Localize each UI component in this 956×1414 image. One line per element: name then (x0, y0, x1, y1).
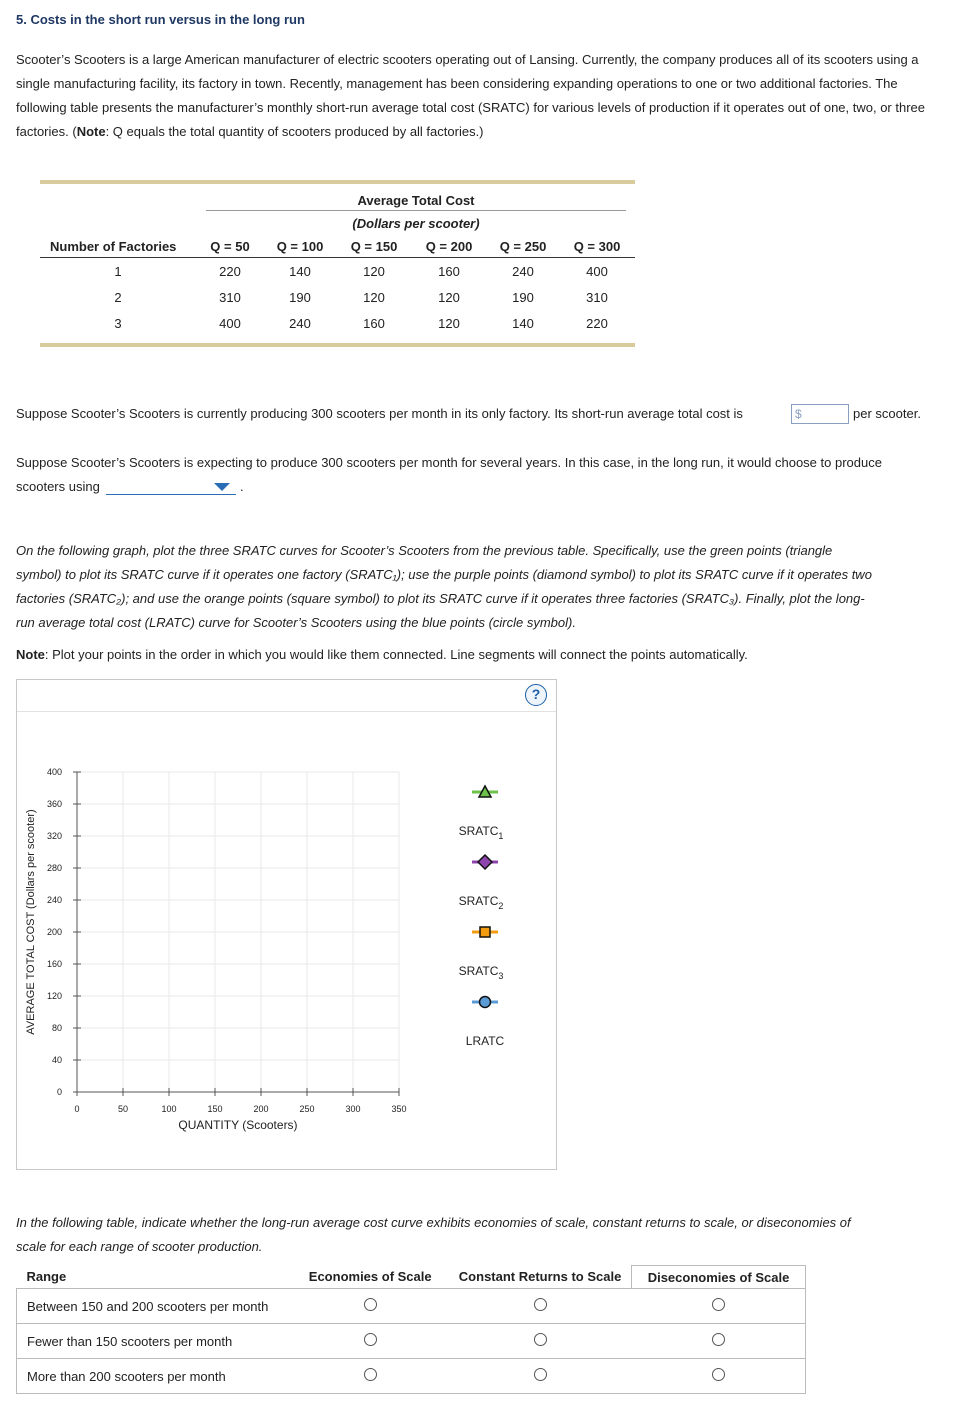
legend-label: $SRATC_3$ (458, 964, 504, 981)
legend-label: LRATC (465, 1034, 505, 1048)
scale-table (16, 1265, 806, 1394)
table-cell: 220 (586, 316, 608, 331)
radio-diseconomies[interactable] (712, 1333, 725, 1346)
x-tick-label: 0 (74, 1104, 80, 1114)
diamond-marker (478, 855, 492, 869)
currency-symbol: $ (795, 407, 802, 421)
table-cell: 400 (219, 316, 241, 331)
square-marker (480, 927, 490, 937)
legend-label: $SRATC_2$ (458, 894, 504, 911)
y-tick-label: 120 (46, 991, 62, 1001)
table-group-title: Average Total Cost (357, 193, 475, 208)
x-tick-label: 300 (345, 1104, 361, 1114)
table-group-subtitle: (Dollars per scooter) (352, 216, 480, 231)
diseconomies-header: Diseconomies of Scale (632, 1266, 806, 1289)
note2-label: Note (16, 647, 45, 662)
y-tick-label: 200 (46, 927, 62, 937)
x-tick-label: 350 (391, 1104, 407, 1114)
table-cell: 160 (438, 264, 460, 279)
radio-constant[interactable] (534, 1333, 547, 1346)
radio-diseconomies[interactable] (712, 1298, 725, 1311)
table-cell: 120 (438, 290, 460, 305)
legend-item-diamond (459, 855, 504, 911)
graph-instructions-line: symbol) to plot its SRATC curve if it operates one factory (SRATC₁); use the purple points (diamond symbol) to plot its SRATC curve if it operates two (16, 567, 872, 582)
table-row (17, 1359, 806, 1394)
intro-text-2: : Q equals the total quantity of scooters produced by all factories.) (105, 124, 484, 139)
y-tick-label: 0 (56, 1087, 62, 1097)
chart-legend (459, 786, 505, 1048)
y-tick-label: 40 (51, 1055, 62, 1065)
table-cell: 310 (219, 290, 241, 305)
constant-header: Constant Returns to Scale (458, 1269, 622, 1285)
legend-subscript: 3 (498, 971, 504, 981)
q2-line1: Suppose Scooter’s Scooters is expecting to produce 300 scooters per month for several years. In this case, in the long run, it would choose to produce (16, 455, 882, 470)
table-cell: 190 (289, 290, 311, 305)
note2-text: : Plot your points in the order in which you would like them connected. Line segments will connect the points automatically. (44, 647, 748, 662)
radio-diseconomies[interactable] (712, 1368, 725, 1381)
range-header: Range (26, 1269, 67, 1285)
q2-period: . (240, 479, 244, 494)
table-cell: 220 (219, 264, 241, 279)
table-cell: 120 (438, 316, 460, 331)
range-label: Fewer than 150 scooters per month (17, 1324, 292, 1359)
radio-economies[interactable] (364, 1368, 377, 1381)
table-cell: 240 (512, 264, 534, 279)
table-cell: 120 (363, 264, 385, 279)
table-cell: 1 (114, 264, 122, 279)
q3-instructions (16, 1211, 851, 1259)
y-axis-label: AVERAGE TOTAL COST (Dollars per scooter) (25, 809, 37, 1035)
table-col-header: Q = 200 (425, 239, 473, 254)
radio-economies[interactable] (364, 1298, 377, 1311)
table-row (17, 1324, 806, 1359)
radio-constant[interactable] (534, 1298, 547, 1311)
legend-label: $SRATC_1$ (458, 824, 504, 841)
y-tick-label: 360 (46, 799, 62, 809)
legend-item-square (459, 927, 504, 981)
table-cell: 120 (363, 290, 385, 305)
x-tick-label: 100 (161, 1104, 177, 1114)
economies-header: Economies of Scale (308, 1269, 432, 1285)
x-tick-label: 150 (207, 1104, 223, 1114)
table-cell: 140 (512, 316, 534, 331)
y-tick-label: 240 (46, 895, 62, 905)
table-col-header: Q = 100 (276, 239, 324, 254)
range-label: Between 150 and 200 scooters per month (17, 1289, 292, 1324)
range-label: More than 200 scooters per month (17, 1359, 292, 1394)
radio-constant[interactable] (534, 1368, 547, 1381)
x-axis-label: QUANTITY (Scooters) (178, 1118, 298, 1132)
y-tick-label: 400 (46, 767, 62, 777)
q1-text: Suppose Scooter’s Scooters is currently producing 300 scooters per month in its only factory. Its short-run average total cost is (16, 406, 743, 421)
chart-grid (77, 772, 399, 1092)
radio-economies[interactable] (364, 1333, 377, 1346)
legend-item-triangle (459, 786, 504, 841)
table-cell: 400 (586, 264, 608, 279)
table-cell: 3 (114, 316, 122, 331)
help-icon[interactable]: ? (525, 684, 547, 706)
graph-instructions-line: factories (SRATC₂); and use the orange points (square symbol) to plot its SRATC curve if it operates three factories (SRATC₃). Finally, plot the long- (16, 591, 865, 606)
question-title: 5. Costs in the short run versus in the long run (16, 12, 305, 27)
q3-line: scale for each range of scooter production. (16, 1239, 263, 1254)
q3-line: In the following table, indicate whether the long-run average cost curve exhibits economies of scale, constant returns to scale, or diseconomies of (16, 1215, 851, 1230)
graph-instructions-line: run average total cost (LRATC) curve for Scooter’s Scooters using the blue points (circle symbol). (16, 615, 576, 630)
table-col-header: Q = 300 (573, 239, 621, 254)
x-tick-label: 200 (253, 1104, 269, 1114)
table-cell: 240 (289, 316, 311, 331)
y-tick-label: 160 (46, 959, 62, 969)
table-cell: 2 (114, 290, 122, 305)
y-tick-label: 80 (51, 1023, 62, 1033)
table-col-header: Q = 50 (210, 239, 250, 254)
table-row-header: Number of Factories (50, 239, 177, 254)
graph-instructions-line: On the following graph, plot the three SRATC curves for Scooter’s Scooters from the previous table. Specifically, use the green points (triangle (16, 543, 833, 558)
x-tick-label: 250 (299, 1104, 315, 1114)
q1-suffix: per scooter. (853, 406, 921, 421)
legend-subscript: 1 (498, 831, 504, 841)
intro-note-label: Note (76, 124, 106, 139)
table-cell: 140 (289, 264, 311, 279)
table-col-header: Q = 150 (350, 239, 398, 254)
table-col-header: Q = 250 (499, 239, 547, 254)
x-tick-label: 50 (117, 1104, 129, 1114)
table-cell: 310 (586, 290, 608, 305)
y-tick-label: 280 (46, 863, 62, 873)
circle-marker (480, 997, 491, 1008)
y-tick-label: 320 (46, 831, 62, 841)
legend-item-circle (466, 997, 505, 1049)
legend-subscript: 2 (498, 901, 504, 911)
table-row (17, 1289, 806, 1324)
q2-line2: scooters using (16, 479, 100, 494)
table-cell: 160 (363, 316, 385, 331)
intro-text-1: Scooter’s Scooters is a large American manufacturer of electric scooters operating out of Lansing. Currently, the company produces all of its scooters using a single manufacturing facility, its factory in town. Recently, management has been considering expanding operations to one or two additional factories. The following table presents the manufacturer’s monthly short-run average total cost (SRATC) for various levels of production if it operates out of one, two, or three factories. ( (16, 52, 926, 139)
table-cell: 190 (512, 290, 534, 305)
